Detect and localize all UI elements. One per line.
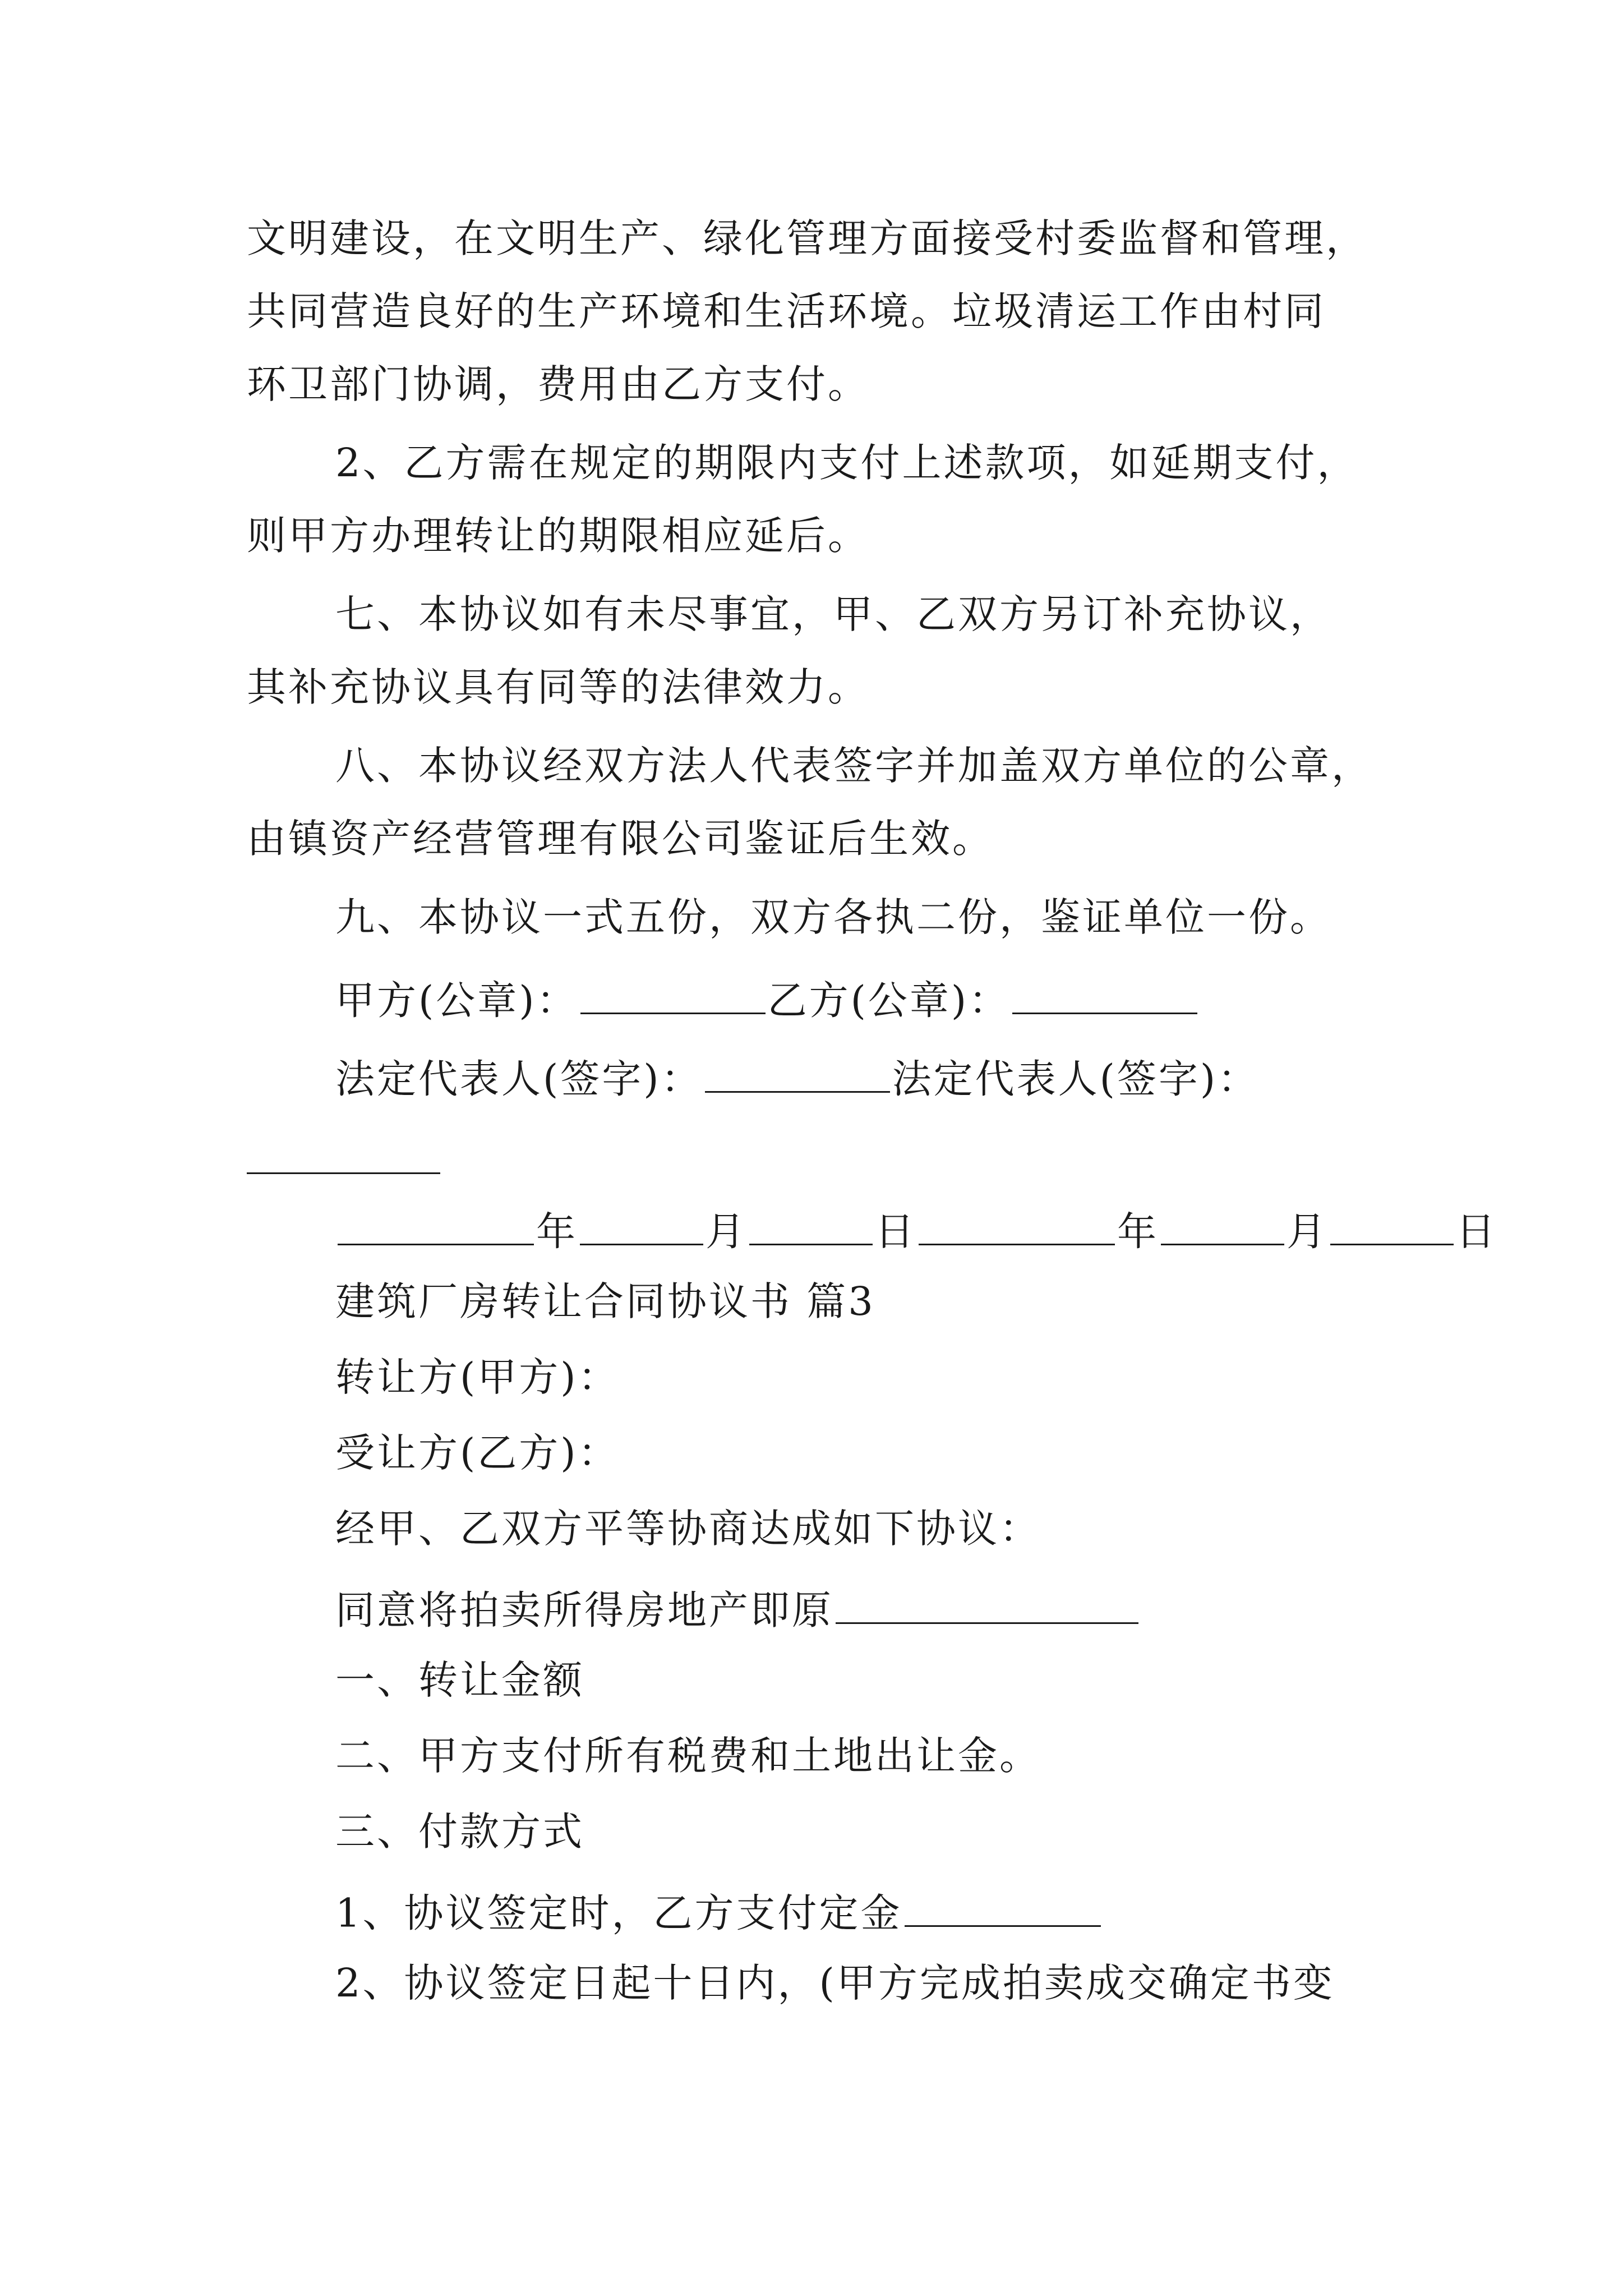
item-line: 二、甲方支付所有税费和土地出让金。: [335, 1733, 1041, 1779]
agree-line: [335, 1585, 1141, 1634]
intro-line: 经甲、乙双方平等协商达成如下协议：: [335, 1506, 1041, 1552]
month-blank-2: [1161, 1206, 1284, 1245]
property-blank: [836, 1585, 1138, 1624]
year-blank-2: [919, 1206, 1115, 1245]
date-line: [335, 1206, 1497, 1255]
paragraph-line: 2、乙方需在规定的期限内支付上述款项，如延期支付，: [335, 440, 1359, 486]
paragraph-line: 八、本协议经双方法人代表签字并加盖双方单位的公章，: [335, 743, 1373, 789]
paragraph-line: 文明建设，在文明生产、绿化管理方面接受村委监督和管理，: [247, 215, 1367, 261]
day-label: 日: [875, 1208, 916, 1255]
rep-a-blank: [705, 1053, 890, 1093]
year-label: 年: [536, 1208, 578, 1255]
item-line: 一、转让金额: [335, 1657, 584, 1703]
day-label-2: 日: [1456, 1208, 1497, 1255]
payment-line: [335, 1888, 1103, 1936]
month-label-2: 月: [1287, 1208, 1328, 1255]
agree-text: 同意将拍卖所得房地产即原: [335, 1587, 833, 1634]
paragraph-line: 由镇资产经营管理有限公司鉴证后生效。: [247, 816, 994, 862]
paragraph-line: 共同营造良好的生产环境和生活环境。垃圾清运工作由村同: [247, 288, 1326, 334]
month-label: 月: [706, 1208, 747, 1255]
paragraph-line: 七、本协议如有未尽事宜，甲、乙双方另订补充协议，: [335, 591, 1331, 637]
item-line: 三、付款方式: [335, 1809, 584, 1855]
day-blank: [749, 1206, 873, 1245]
year-label-2: 年: [1117, 1208, 1159, 1255]
payment-text: 1、协议签定时，乙方支付定金: [335, 1890, 902, 1936]
day-blank-2: [1330, 1206, 1454, 1245]
rep-b-blank: [247, 1172, 440, 1174]
signature-seal-line: [335, 975, 1200, 1024]
transferor-line: 转让方(甲方)：: [335, 1354, 620, 1400]
deposit-blank: [905, 1888, 1101, 1927]
paragraph-line: 环卫部门协调，费用由乙方支付。: [247, 361, 869, 407]
rep-b-label: 法定代表人(签字)：: [892, 1056, 1260, 1102]
rep-a-label: 法定代表人(签字)：: [335, 1056, 703, 1102]
year-blank: [338, 1206, 534, 1245]
transferee-line: 受让方(乙方)：: [335, 1430, 620, 1476]
party-b-seal-label: 乙方(公章)：: [767, 977, 1011, 1024]
paragraph-line: 则甲方办理转让的期限相应延后。: [247, 513, 869, 559]
section-title: 建筑厂房转让合同协议书 篇3: [335, 1278, 875, 1324]
month-blank: [580, 1206, 703, 1245]
payment-line: 2、协议签定日起十日内，(甲方完成拍卖成交确定书变: [335, 1960, 1335, 2006]
signature-rep-line: [335, 1053, 1260, 1102]
party-a-seal-label: 甲方(公章)：: [335, 977, 578, 1024]
party-b-seal-blank: [1012, 975, 1197, 1014]
party-a-seal-blank: [580, 975, 766, 1014]
paragraph-line: 其补充协议具有同等的法律效力。: [247, 664, 869, 710]
paragraph-line: 九、本协议一式五份，双方各执二份，鉴证单位一份。: [335, 894, 1331, 940]
